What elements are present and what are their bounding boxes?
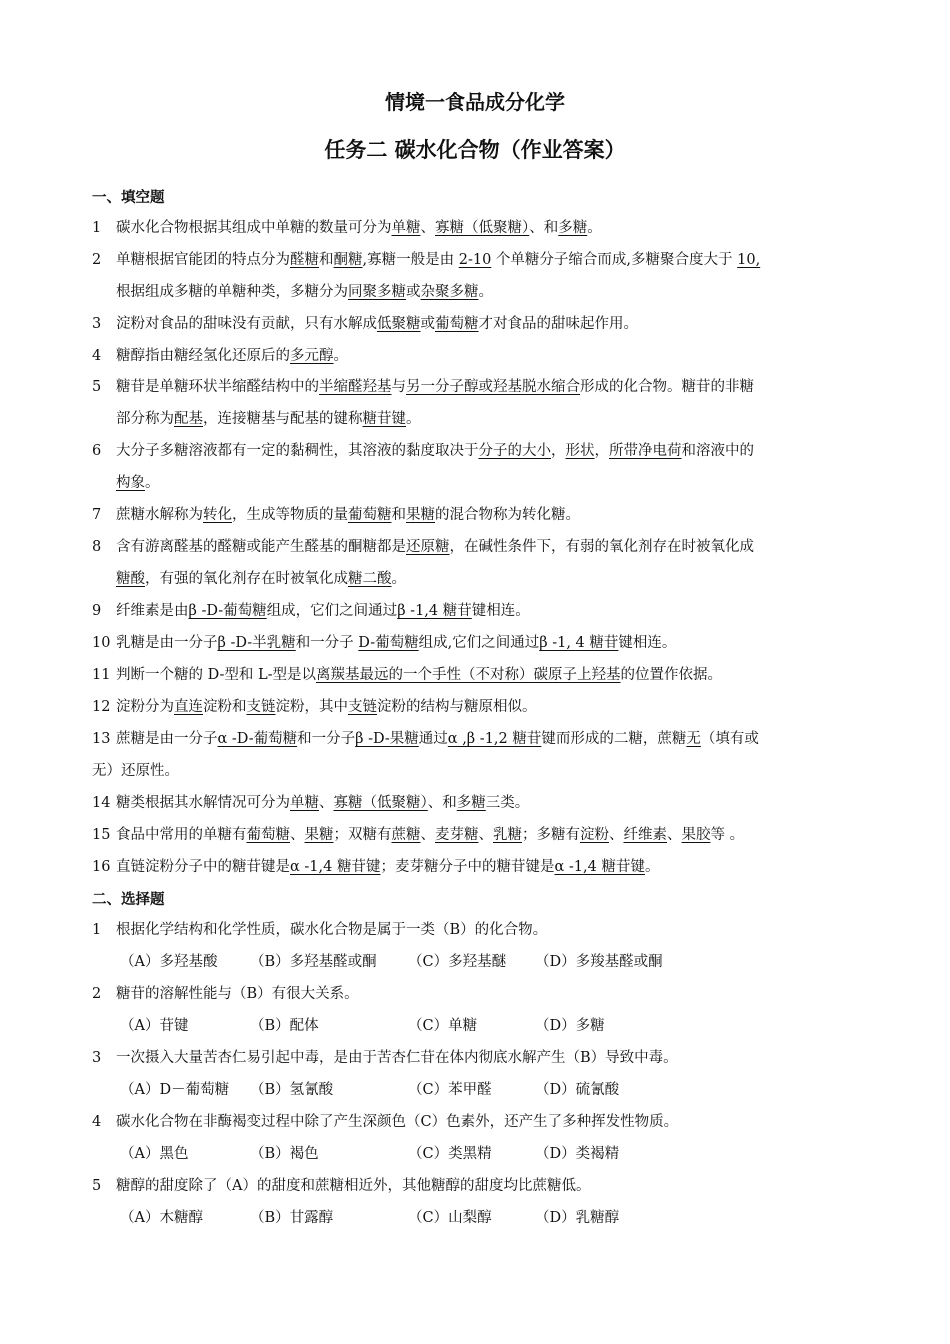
question-text: 淀粉的结构与糖原相似。 <box>377 699 537 715</box>
question-text: 淀粉，其中 <box>275 699 348 715</box>
fill-in-line <box>116 473 160 493</box>
answer-blank: D-葡萄糖 <box>358 635 419 651</box>
answer-blank: 淀粉 <box>580 827 609 843</box>
answer-option: （A）D－葡萄糖 <box>120 1082 230 1098</box>
answer-option: （A）木糖醇 <box>120 1210 203 1226</box>
question-text: 无）还原性。 <box>92 763 179 779</box>
question-text: 、和 <box>529 220 559 236</box>
answer-option: （A）苷键 <box>120 1018 189 1034</box>
question-text: 糖苷是单糖环状半缩醛结构中的 <box>116 379 319 395</box>
answer-option: （C）类黑精 <box>408 1146 492 1162</box>
question-text: ；麦芽糖分子中的糖苷键是 <box>380 859 555 875</box>
question-text: 或 <box>406 284 421 300</box>
question-text: ，在碱性条件下，有弱的氧化剂存在时被氧化成 <box>449 539 754 555</box>
answer-blank: 构象 <box>116 475 145 491</box>
question-text: 食品中常用的单糖有 <box>116 827 247 843</box>
answer-option: （D）类褐精 <box>535 1146 620 1162</box>
question-text: 组成，它们之间通过 <box>266 603 398 619</box>
question-text: 。 <box>478 284 493 300</box>
question-text: 。 <box>406 411 421 427</box>
question-text: 等 。 <box>710 827 745 843</box>
answer-blank: 分子的大小 <box>478 443 551 459</box>
question-number: 10 <box>92 635 111 651</box>
answer-option: （C）苯甲醛 <box>408 1082 492 1098</box>
question-text: 大分子多糖溶液都有一定的黏稠性，其溶液的黏度取决于 <box>116 443 479 459</box>
question-number: 5 <box>92 379 102 395</box>
answer-blank: 杂聚多糖 <box>420 284 479 300</box>
question-text: ，生成等物质的量 <box>232 507 348 523</box>
question-text: 部分称为 <box>116 411 174 427</box>
answer-blank: 果糖 <box>304 827 334 843</box>
answer-blank: 果糖 <box>406 507 435 523</box>
question-text: 形成的化合物。糖苷的非糖 <box>580 379 754 395</box>
question-number: 14 <box>92 795 111 811</box>
answer-blank: β -D-葡萄糖 <box>188 603 267 619</box>
question-text: 蔗糖是由一分子 <box>116 731 218 747</box>
question-text: 根据组成多糖的单糖种类，多糖分为 <box>116 284 348 300</box>
answer-blank: α -1,4 糖苷键 <box>290 859 381 875</box>
question-text: 与 <box>391 379 406 395</box>
answer-blank: 直连 <box>174 699 203 715</box>
answer-option: （D）硫氰酸 <box>535 1082 620 1098</box>
answer-blank: 支链 <box>246 699 276 715</box>
question-text: 判断一个糖的 D-型和 L-型是以 <box>116 667 317 683</box>
question-text: 根据化学结构和化学性质，碳水化合物是属于一类（B）的化合物。 <box>116 922 548 938</box>
fill-in-line <box>92 825 744 845</box>
fill-in-line <box>92 729 759 749</box>
answer-blank: 多元醇 <box>290 348 334 364</box>
question-text: 个单糖分子缩合而成,多糖聚合度大于 <box>491 252 738 268</box>
question-text: 组成,它们之间通过 <box>418 635 540 651</box>
question-number: 5 <box>92 1178 102 1194</box>
question-number: 2 <box>92 252 102 268</box>
question-number: 7 <box>92 507 102 523</box>
answer-blank: 同聚多糖 <box>348 284 406 300</box>
question-text: 。 <box>644 859 660 875</box>
answer-blank: 葡萄糖 <box>246 827 290 843</box>
section-heading-fill-in: 一、填空题 <box>92 190 165 206</box>
answer-blank: 寡糖（低聚糖） <box>333 795 428 811</box>
section-heading-choice: 二、选择题 <box>92 892 165 908</box>
answer-blank: 果胶 <box>681 827 711 843</box>
question-text: 含有游离醛基的醛糖或能产生醛基的酮糖都是 <box>116 539 406 555</box>
answer-blank: β -D-半乳糖 <box>217 635 296 651</box>
answer-blank: 半缩醛羟基 <box>319 379 392 395</box>
question-text: 、 <box>420 827 435 843</box>
question-text: ；多糖有 <box>522 827 580 843</box>
answer-option: （B）氢氰酸 <box>250 1082 334 1098</box>
question-number: 1 <box>92 922 102 938</box>
question-text: 蔗糖水解称为 <box>116 507 203 523</box>
question-text: 或 <box>420 316 435 332</box>
question-number: 8 <box>92 539 102 555</box>
question-text: 、 <box>609 827 624 843</box>
answer-blank: β -D-果糖 <box>355 731 419 747</box>
choice-question <box>92 984 359 1004</box>
question-number: 6 <box>92 443 102 459</box>
answer-option: （B）褐色 <box>250 1146 319 1162</box>
answer-blank: 蔗糖 <box>391 827 421 843</box>
question-number: 3 <box>92 1050 102 1066</box>
fill-in-line <box>92 218 602 238</box>
fill-in-line <box>116 569 406 589</box>
question-text: 乳糖是由一分子 <box>116 635 218 651</box>
answer-blank: β -1, 4 糖苷 <box>539 635 619 651</box>
choice-question <box>92 1048 678 1068</box>
question-text: 和 <box>391 507 406 523</box>
question-text: ；双糖有 <box>333 827 392 843</box>
answer-blank: 低聚糖 <box>377 316 421 332</box>
answer-blank: 麦芽糖 <box>435 827 479 843</box>
question-number: 9 <box>92 603 102 619</box>
answer-blank: 还原糖 <box>406 539 450 555</box>
question-text: 糖醇的甜度除了（A）的甜度和蔗糖相近外，其他糖醇的甜度均比蔗糖低。 <box>116 1178 591 1194</box>
fill-in-line <box>92 537 754 557</box>
fill-in-line <box>116 282 493 302</box>
question-text: 。 <box>333 348 348 364</box>
question-text: ，连接糖基与配基的键称 <box>203 411 363 427</box>
answer-option: （B）多羟基醛或酮 <box>250 954 377 970</box>
fill-in-line <box>92 346 348 366</box>
question-text: 纤维素是由 <box>116 603 189 619</box>
answer-blank: 转化 <box>203 507 232 523</box>
choice-question <box>92 1112 678 1132</box>
question-text: 、 <box>420 220 435 236</box>
answer-blank: 离羰基最远的一个手性（不对称）碳原子上羟基 <box>316 667 621 683</box>
question-text: 才对食品的甜味起作用。 <box>478 316 638 332</box>
answer-blank: 多糖 <box>456 795 486 811</box>
question-text: ， <box>551 443 566 459</box>
answer-blank: 多糖 <box>558 220 588 236</box>
question-text: 糖类根据其水解情况可分为 <box>116 795 290 811</box>
answer-option: （C）多羟基醚 <box>408 954 507 970</box>
question-text: 的混合物称为转化糖。 <box>435 507 580 523</box>
answer-blank: α ,β -1,2 糖苷 <box>447 731 542 747</box>
fill-in-line <box>92 633 676 653</box>
fill-in-line <box>92 601 530 621</box>
answer-option: （A）多羟基酸 <box>120 954 218 970</box>
question-number: 4 <box>92 1114 102 1130</box>
answer-blank: 配基 <box>174 411 203 427</box>
question-text: 的位置作依据。 <box>620 667 723 683</box>
question-text: 和溶液中的 <box>681 443 754 459</box>
question-text: ， <box>594 443 609 459</box>
fill-in-line <box>92 793 529 813</box>
answer-blank: 葡萄糖 <box>348 507 392 523</box>
answer-blank: 另一分子醇或羟基脱水缩合 <box>406 379 580 395</box>
answer-blank: 纤维素 <box>623 827 667 843</box>
choice-question <box>92 1176 590 1196</box>
answer-blank: 所带净电荷 <box>609 443 682 459</box>
question-number: 3 <box>92 316 102 332</box>
question-text: 糖醇指由糖经氢化还原后的 <box>116 348 290 364</box>
question-text: 糖苷的溶解性能与（B）有很大关系。 <box>116 986 359 1002</box>
question-text: 淀粉分为 <box>116 699 174 715</box>
question-text: 直链淀粉分子中的糖苷键是 <box>116 859 290 875</box>
answer-option: （D）乳糖醇 <box>535 1210 620 1226</box>
answer-option: （A）黑色 <box>120 1146 189 1162</box>
question-number: 15 <box>92 827 111 843</box>
document-title: 情境一食品成分化学 <box>385 90 565 114</box>
fill-in-line <box>92 505 580 525</box>
fill-in-line <box>92 665 722 685</box>
question-text: 淀粉对食品的甜味没有贡献，只有水解成 <box>116 316 377 332</box>
answer-blank: 糖酸 <box>116 571 145 587</box>
question-text: 碳水化合物在非酶褐变过程中除了产生深颜色（C）色素外，还产生了多种挥发性物质。 <box>116 1114 679 1130</box>
answer-blank: β -1,4 糖苷 <box>397 603 472 619</box>
answer-blank: α -D-葡萄糖 <box>217 731 298 747</box>
question-text: 淀粉和 <box>203 699 247 715</box>
fill-in-line <box>92 250 760 270</box>
answer-option: （D）多羧基醛或酮 <box>535 954 663 970</box>
question-text: 、 <box>667 827 682 843</box>
question-text: 。 <box>391 571 406 587</box>
question-text: 、 <box>290 827 305 843</box>
question-number: 2 <box>92 986 102 1002</box>
document-subtitle: 任务二 碳水化合物（作业答案） <box>324 138 626 162</box>
question-text: ,寡糖一般是由 <box>362 252 459 268</box>
answer-blank: 乳糖 <box>493 827 522 843</box>
fill-in-line <box>116 409 421 429</box>
answer-blank: 2-10 <box>458 252 492 268</box>
question-number: 16 <box>92 859 111 875</box>
fill-in-line <box>92 377 754 397</box>
question-text: （填有或 <box>700 731 759 747</box>
question-text: 键相连。 <box>618 635 677 651</box>
answer-option: （C）山梨醇 <box>408 1210 492 1226</box>
choice-question <box>92 920 547 940</box>
question-number: 13 <box>92 731 111 747</box>
answer-blank: 单糖 <box>391 220 421 236</box>
question-text: 通过 <box>418 731 448 747</box>
question-text: 、和 <box>427 795 457 811</box>
question-text: 键而形成的二糖，蔗糖 <box>541 731 687 747</box>
question-text: 。 <box>145 475 160 491</box>
answer-blank: 寡糖（低聚糖） <box>435 220 530 236</box>
answer-blank: 糖二酸 <box>348 571 392 587</box>
question-text: ，有强的氧化剂存在时被氧化成 <box>145 571 348 587</box>
answer-blank: 支链 <box>348 699 377 715</box>
question-text: 和一分子 <box>295 635 359 651</box>
answer-blank: 单糖 <box>290 795 319 811</box>
answer-blank: 无 <box>686 731 701 747</box>
answer-option: （C）单糖 <box>408 1018 478 1034</box>
question-text: 碳水化合物根据其组成中单糖的数量可分为 <box>116 220 392 236</box>
answer-option: （D）多糖 <box>535 1018 605 1034</box>
fill-in-line <box>92 697 537 717</box>
question-text: 三类。 <box>485 795 530 811</box>
question-number: 12 <box>92 699 111 715</box>
answer-blank: 10, <box>737 252 761 268</box>
fill-in-line <box>92 314 638 334</box>
fill-in-line <box>92 857 659 877</box>
question-text: 单糖根据官能团的特点分为 <box>116 252 290 268</box>
question-text: 。 <box>587 220 602 236</box>
fill-in-line <box>92 761 179 781</box>
question-number: 1 <box>92 220 102 236</box>
question-text: 、 <box>478 827 493 843</box>
answer-option: （B）配体 <box>250 1018 319 1034</box>
question-text: 、 <box>319 795 334 811</box>
answer-blank: 形状 <box>565 443 595 459</box>
answer-blank: 葡萄糖 <box>435 316 479 332</box>
question-text: 和一分子 <box>297 731 356 747</box>
answer-option: （B）甘露醇 <box>250 1210 334 1226</box>
question-number: 4 <box>92 348 102 364</box>
answer-blank: 酮糖 <box>333 252 363 268</box>
question-text: 一次摄入大量苦杏仁易引起中毒，是由于苦杏仁苷在体内彻底水解产生（B）导致中毒。 <box>116 1050 678 1066</box>
question-text: 键相连。 <box>471 603 530 619</box>
fill-in-line <box>92 441 754 461</box>
question-text: 和 <box>319 252 334 268</box>
answer-blank: α -1,4 糖苷键 <box>554 859 645 875</box>
answer-blank: 醛糖 <box>290 252 319 268</box>
question-number: 11 <box>92 667 111 683</box>
answer-blank: 糖苷键 <box>362 411 406 427</box>
